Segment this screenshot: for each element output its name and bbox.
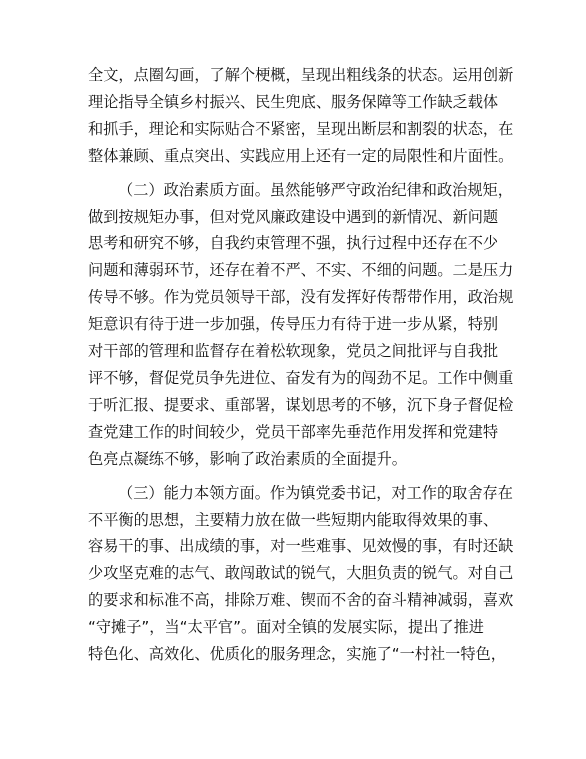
paragraph-ability [88, 480, 514, 668]
text-line: 不平衡的思想，主要精力放在做一些短期内能取得效果的事、 [88, 510, 499, 529]
text-line: 传导不够。作为党员领导干部，没有发挥好传帮带作用，政治规 [88, 288, 514, 307]
text-line: 理论指导全镇乡村振兴、民生兜底、服务保障等工作缺乏载体 [88, 92, 499, 111]
text-line: 对干部的管理和监督存在着松软现象，党员之间批评与自我批 [88, 342, 499, 361]
text-line: 全文，点圈勾画，了解个梗概，呈现出粗线条的状态。运用创新 [88, 66, 514, 84]
text-line: 色亮点凝练不够，影响了政治素质的全面提升。 [88, 449, 407, 468]
paragraph-1 [88, 62, 514, 170]
text-line: 特色化、高效化、优质化的服务理念，实施了“一村社一特色， [88, 645, 506, 664]
text-line: 少攻坚克难的志气、敢闯敢试的锐气，大胆负责的锐气。对自己 [88, 564, 514, 583]
text-line: 评不够，督促党员争先进位、奋发有为的闯劲不足。工作中侧重 [88, 368, 514, 387]
paragraph-political-quality [88, 177, 514, 473]
text-line: 整体兼顾、重点突出、实践应用上还有一定的局限性和片面性。 [88, 146, 514, 165]
text-line: 查党建工作的时间较少，党员干部率先垂范作用发挥和党建特 [88, 422, 499, 441]
text-line: 问题和薄弱环节，还存在着不严、不实、不细的问题。二是压力 [88, 261, 514, 280]
section-heading-line: （三）能力本领方面。作为镇党委书记，对工作的取舍存在 [118, 483, 513, 502]
text-line: 容易干的事、出成绩的事，对一些难事、见效慢的事，有时还缺 [88, 537, 514, 556]
text-line: 于听汇报、提要求、重部署，谋划思考的不够，沉下身子督促检 [88, 395, 514, 414]
text-line: 做到按规矩办事，但对党风廉政建设中遇到的新情况、新问题 [88, 207, 499, 226]
text-line: 的要求和标准不高，排除万难、锲而不舍的奋斗精神减弱，喜欢 [88, 591, 514, 610]
text-line: 矩意识有待于进一步加强，传导压力有待于进一步从紧，特别 [88, 315, 499, 334]
document-page [88, 62, 514, 675]
text-line: “守摊子”，当“太平官”。面对全镇的发展实际，提出了推进 [88, 618, 484, 637]
section-heading-line: （二）政治素质方面。虽然能够严守政治纪律和政治规矩， [118, 180, 513, 199]
text-line: 思考和研究不够，自我约束管理不强，执行过程中还存在不少 [88, 234, 499, 253]
text-line: 和抓手，理论和实际贴合不紧密，呈现出断层和割裂的状态，在 [88, 119, 514, 138]
